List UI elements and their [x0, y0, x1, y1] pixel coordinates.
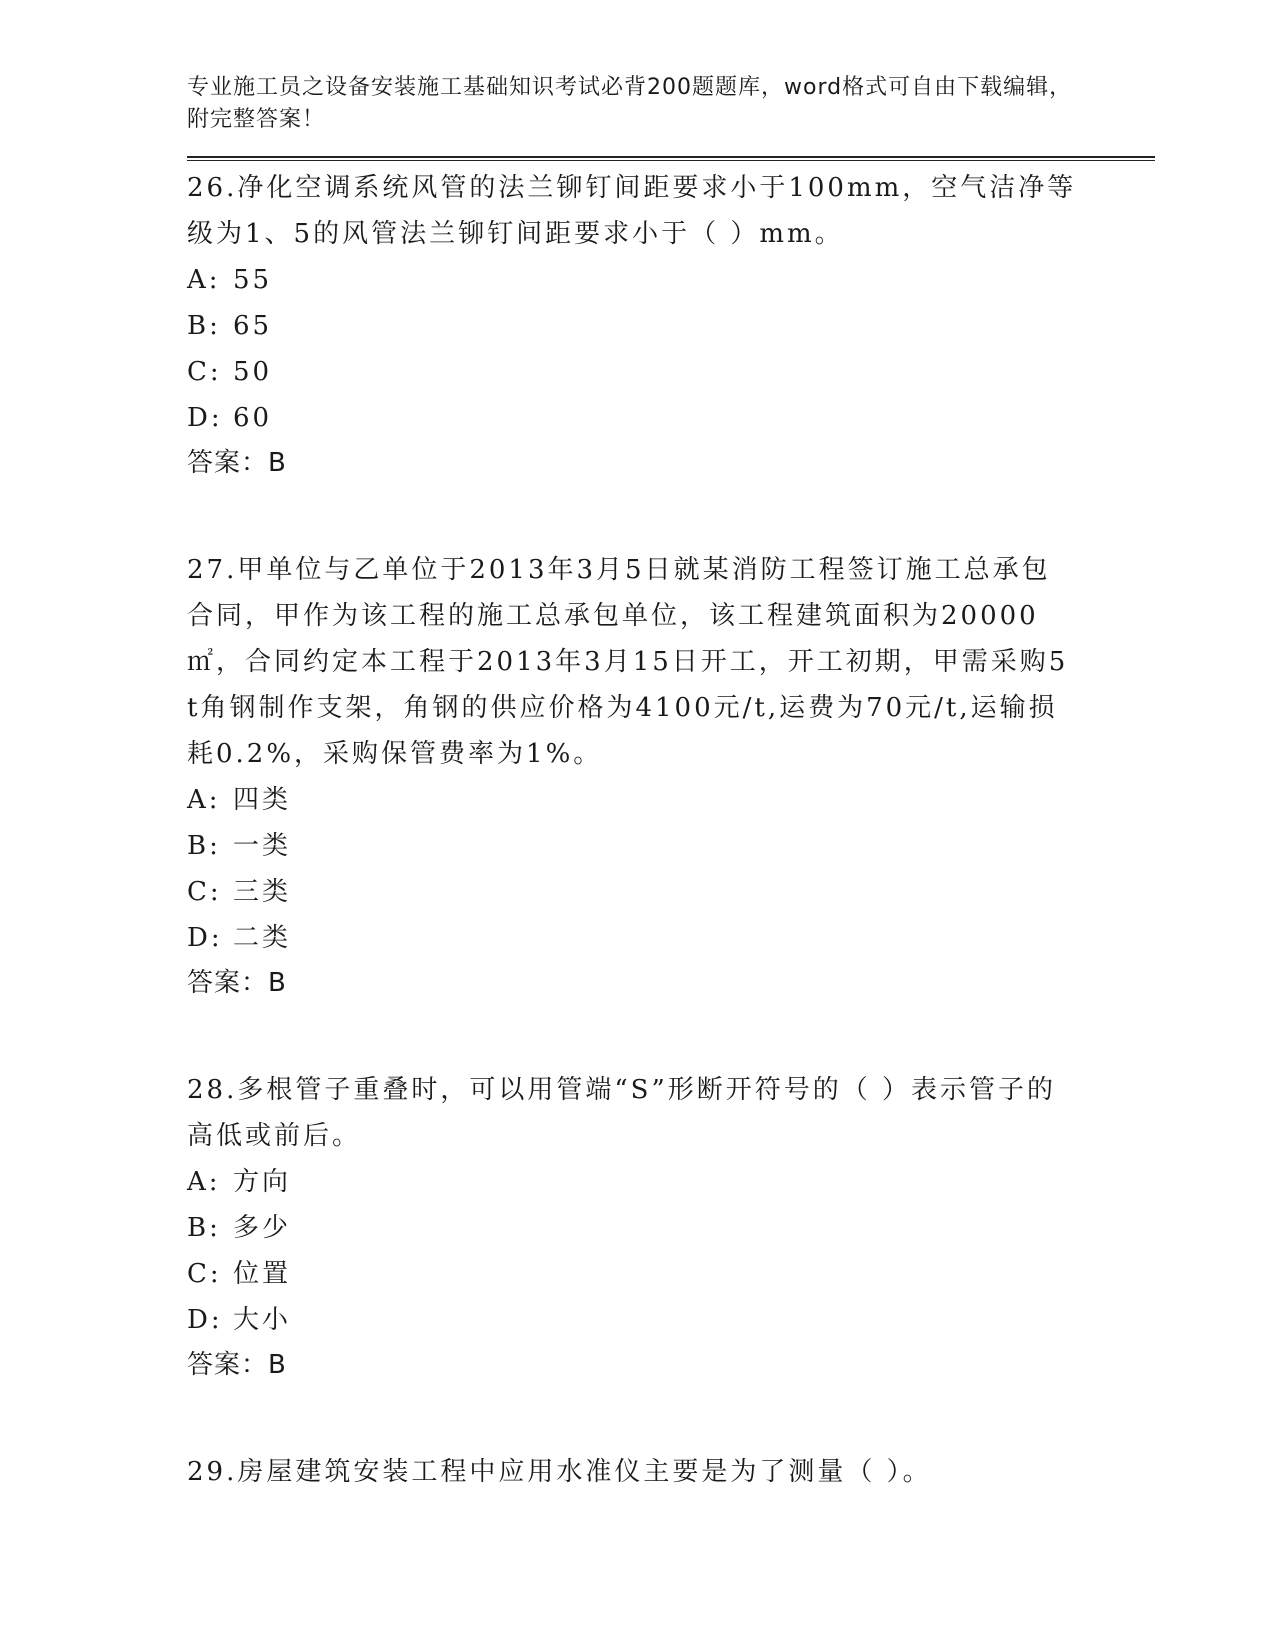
option-a: [187, 1159, 1157, 1205]
option-letter: C:: [187, 357, 222, 387]
option-d: [187, 915, 1157, 961]
option-value: 50: [233, 357, 273, 387]
option-value: 四类: [233, 785, 292, 815]
option-d: [187, 395, 1157, 441]
option-letter: C:: [187, 877, 222, 907]
option-letter: C:: [187, 1259, 222, 1289]
question-26: [187, 165, 1157, 485]
option-d: [187, 1297, 1157, 1343]
option-value: 三类: [233, 877, 292, 907]
option-letter: D:: [187, 1305, 223, 1335]
option-letter: B:: [187, 311, 221, 341]
option-c: [187, 349, 1157, 395]
option-letter: A:: [187, 265, 221, 295]
question-text: 28.多根管子重叠时，可以用管端“S”形断开符号的（ ）表示管子的高低或前后。: [187, 1075, 1057, 1151]
question-text: 29.房屋建筑安装工程中应用水准仪主要是为了测量（ ）。: [187, 1457, 932, 1487]
question-text: 26.净化空调系统风管的法兰铆钉间距要求小于100mm，空气洁净等级为1、5的风管法兰铆钉间距要求小于（ ）mm。: [187, 173, 1077, 249]
option-value: 60: [233, 403, 273, 433]
option-c: [187, 1251, 1157, 1297]
option-b: [187, 303, 1157, 349]
option-value: 二类: [233, 923, 292, 953]
option-b: [187, 823, 1157, 869]
option-a: [187, 777, 1157, 823]
option-letter: A:: [187, 785, 221, 815]
option-letter: D:: [187, 923, 223, 953]
document-page: [187, 72, 1157, 1495]
answer-label: 答案：B: [187, 968, 287, 998]
option-value: 一类: [233, 831, 292, 861]
question-27: [187, 547, 1157, 1005]
option-letter: A:: [187, 1167, 221, 1197]
option-a: [187, 257, 1157, 303]
option-letter: D:: [187, 403, 223, 433]
answer-label: 答案：B: [187, 448, 287, 478]
option-b: [187, 1205, 1157, 1251]
question-text: 27.甲单位与乙单位于2013年3月5日就某消防工程签订施工总承包合同，甲作为该工程的施工总承包单位，该工程建筑面积为20000㎡，合同约定本工程于2013年3月15日开工，开工初期，甲需采购5t角钢制作支架，角钢的供应价格为4100元/t,运费为70元/t,运输损耗0.2%，采购保管费率为1%。: [187, 555, 1069, 769]
option-value: 多少: [233, 1213, 292, 1243]
question-29: [187, 1449, 1157, 1495]
option-value: 位置: [233, 1259, 292, 1289]
option-value: 方向: [233, 1167, 292, 1197]
option-value: 大小: [233, 1305, 292, 1335]
answer-label: 答案：B: [187, 1350, 287, 1380]
option-c: [187, 869, 1157, 915]
question-28: [187, 1067, 1157, 1387]
header-divider: [187, 156, 1155, 161]
option-letter: B:: [187, 831, 221, 861]
document-title: 专业施工员之设备安装施工基础知识考试必背200题题库，word格式可自由下载编辑，附完整答案！: [187, 75, 1073, 132]
option-letter: B:: [187, 1213, 221, 1243]
option-value: 65: [233, 311, 273, 341]
option-value: 55: [233, 265, 273, 295]
